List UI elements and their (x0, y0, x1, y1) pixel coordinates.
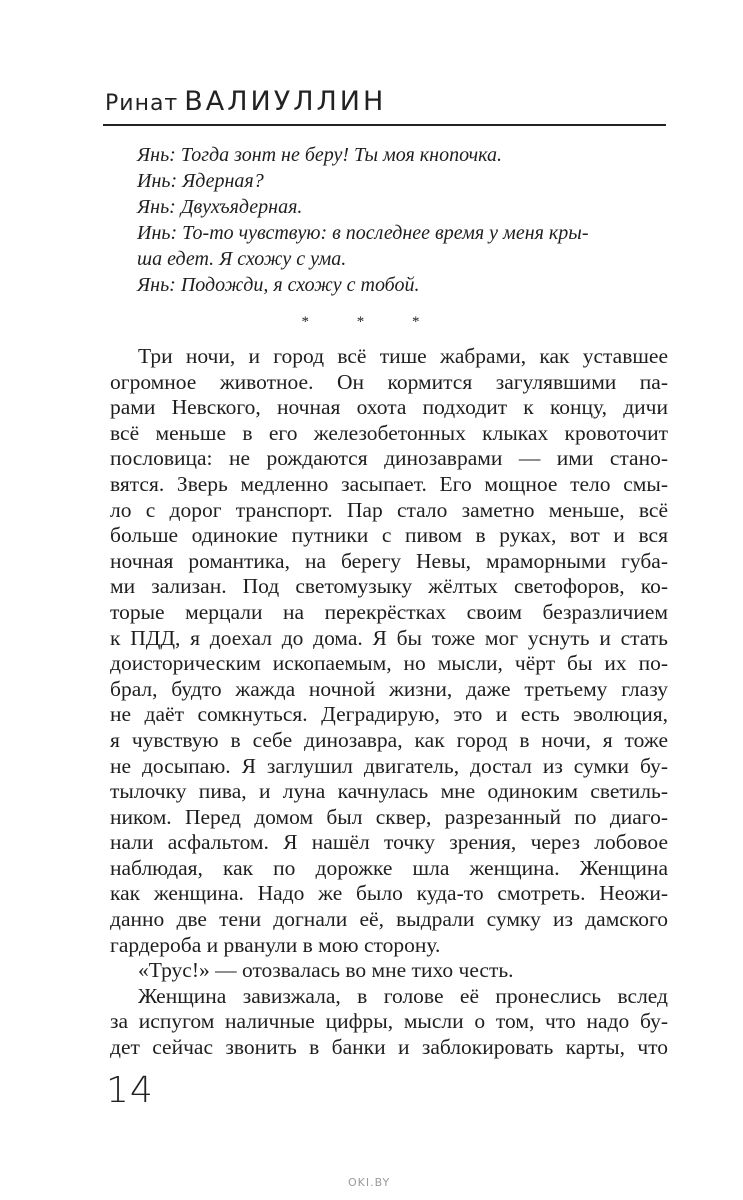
prose-line: дет сейчас звонить в банки и заблокировать карты, что (110, 1035, 668, 1060)
dialogue-line: Янь: Подожди, я схожу с тобой. (137, 274, 420, 296)
prose-line: наблюдая, как по дорожке шла женщина. Женщина (110, 855, 668, 880)
running-header (103, 84, 666, 126)
author-first-name: Ринат (105, 91, 179, 116)
page-number: 14 (106, 1070, 154, 1111)
prose-line: ночная романтика, на берегу Невы, мраморными губа- (110, 548, 668, 573)
prose-line: Три ночи, и город всё тише жабрами, как уставшее (138, 344, 668, 368)
watermark: OKI.BY (348, 1176, 391, 1189)
prose-line: не досыпаю. Я заглушил двигатель, достал из сумки бу- (110, 753, 668, 778)
author-last-name: ВАЛИУЛЛИН (184, 86, 387, 117)
dialogue-block (137, 142, 677, 298)
prose-line: гардероба и рванули в мою сторону. (110, 932, 441, 957)
dialogue-line: Инь: Ядерная? (137, 170, 264, 192)
prose-line: ником. Перед домом был сквер, разрезанный по диаго- (110, 804, 668, 829)
prose-line: тылочку пива, и луна качнулась мне одиноким светиль- (110, 779, 668, 804)
prose-line: пословица: не рождаются динозаврами — ими стано- (110, 446, 668, 471)
dialogue-line: ша едет. Я схожу с ума. (137, 248, 347, 270)
prose-line: я чувствую в себе динозавра, как город в ночи, я тоже (110, 727, 668, 752)
prose-line: больше одинокие путники с пивом в руках, вот и вся (110, 523, 668, 548)
prose-line: брал, будто жажда ночной жизни, даже третьему глазу (110, 676, 668, 701)
prose-line: вятся. Зверь медленно засыпает. Его мощное тело смы- (110, 471, 668, 496)
prose-line: рами Невского, ночная охота подходит к концу, дичи (110, 395, 668, 420)
author-name (105, 86, 386, 117)
prose-line: ло с дорог транспорт. Пар стало заметно меньше, всё (110, 497, 668, 522)
section-separator: * * * (301, 314, 442, 330)
dialogue-line: Янь: Двухъядерная. (137, 196, 303, 218)
prose-line: за испугом наличные цифры, мысли о том, что надо бу- (110, 1009, 668, 1034)
prose-line: доисторическим ископаемым, но мысли, чёрт бы их по- (110, 651, 668, 676)
dialogue-line: Янь: Тогда зонт не беру! Ты моя кнопочка. (137, 144, 502, 166)
prose-line: торые мерцали на перекрёстках своим безразличием (110, 599, 668, 624)
prose-line: всё меньше в его железобетонных клыках кровоточит (110, 420, 668, 445)
prose-line: данно две тени догнали её, выдрали сумку из дамского (110, 907, 668, 932)
prose-line: нали асфальтом. Я нашёл точку зрения, через лобовое (110, 830, 668, 855)
dialogue-line: Инь: То-то чувствую: в последнее время у меня кры- (137, 222, 589, 244)
prose-line: «Трус!» — отозвалась во мне тихо честь. (138, 958, 514, 983)
prose-line: Женщина завизжала, в голове её пронеслись вслед (138, 983, 668, 1008)
prose-line: не даёт сомкнуться. Деградирую, это и есть эволюция, (110, 702, 668, 727)
prose-line: как женщина. Надо же было куда-то смотреть. Неожи- (110, 881, 668, 906)
prose-body (110, 344, 668, 1061)
prose-line: ми зализан. Под светомузыку жёлтых светофоров, ко- (110, 574, 668, 599)
prose-line: огромное животное. Он кормится загулявшими па- (110, 369, 668, 394)
prose-line: к ПДД, я доехал до дома. Я бы тоже мог уснуть и стать (110, 625, 668, 650)
